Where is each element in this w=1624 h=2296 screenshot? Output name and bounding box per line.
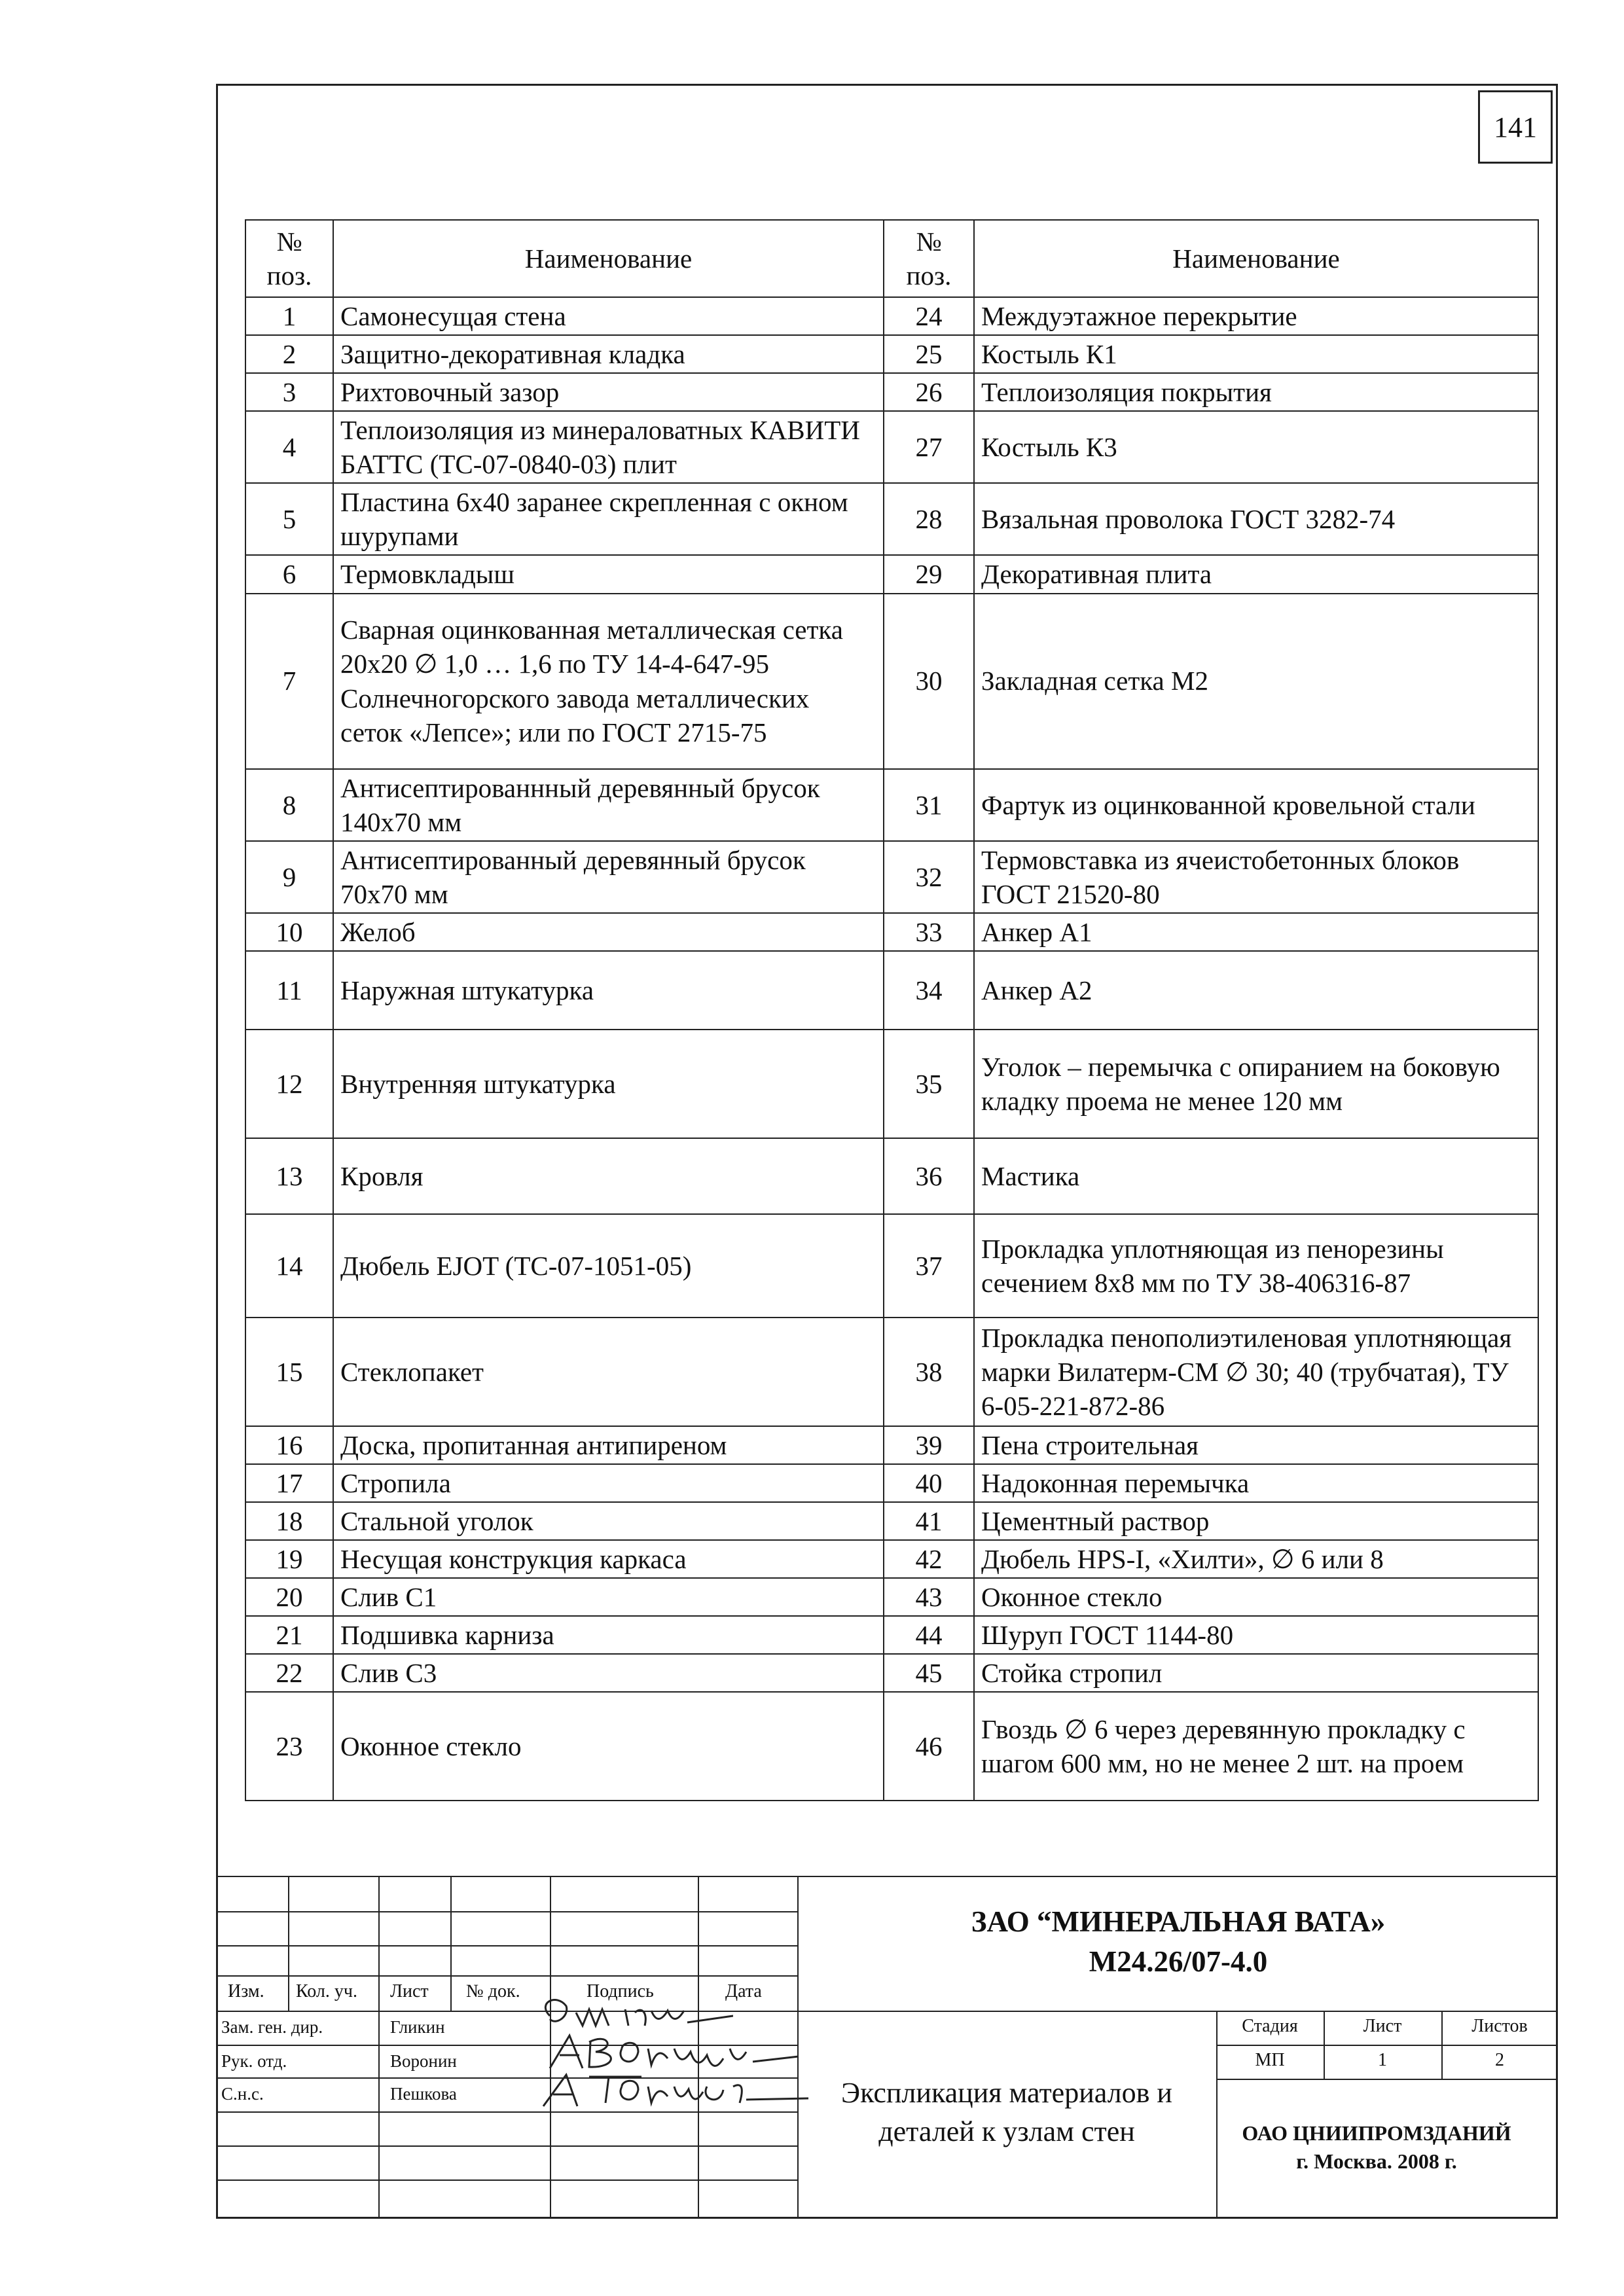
org2-name: ОАО ЦНИИПРОМЗДАНИЙ [1242,2121,1511,2145]
row-pos-right: 31 [884,769,974,841]
row-name-left: Внутренняя штукатурка [333,1030,884,1138]
row-name-left: Наружная штукатурка [333,951,884,1030]
row-pos-left: 6 [245,555,333,593]
row-pos-right: 35 [884,1030,974,1138]
col-kol: Кол. уч. [296,1981,357,2001]
table-row [245,1464,1538,1502]
row-name-left: Теплоизоляция из минераловатных КАВИТИ БАТТС (ТС-07-0840-03) плит [333,411,884,483]
row-name-left: Слив С3 [333,1654,884,1692]
row-name-right: Мастика [974,1138,1538,1214]
city-year: г. Москва. 2008 г. [1296,2149,1457,2174]
table-row [245,951,1538,1030]
row-pos-right: 46 [884,1692,974,1801]
row-pos-left: 14 [245,1214,333,1318]
row-pos-right: 25 [884,335,974,373]
table-row [245,335,1538,373]
col-doc: № док. [466,1981,520,2001]
row-name-right: Вязальная проволока ГОСТ 3282-74 [974,483,1538,555]
row-name-left: Кровля [333,1138,884,1214]
table-row [245,913,1538,951]
row-name-right: Оконное стекло [974,1578,1538,1616]
row-name-left: Сварная оцинкованная металлическая сетка 20х20 ∅ 1,0 … 1,6 по ТУ 14-4-647-95 Солнечногорского завода металлических сеток «Лепсе»; или по ГОСТ 2715-75 [333,594,884,769]
row-name-right: Теплоизоляция покрытия [974,373,1538,411]
row-name-left: Защитно-декоративная кладка [333,335,884,373]
row-name-left: Стальной уголок [333,1502,884,1540]
row-name-left: Термовкладыш [333,555,884,593]
row-pos-left: 10 [245,913,333,951]
row-name-right: Уголок – перемычка с опиранием на боковую кладку проема не менее 120 мм [974,1030,1538,1138]
row-pos-left: 13 [245,1138,333,1214]
col-list: Лист [390,1981,429,2001]
person-2: Воронин [390,2051,457,2071]
row-pos-left: 15 [245,1318,333,1426]
row-name-left: Подшивка карниза [333,1616,884,1654]
row-pos-right: 39 [884,1426,974,1464]
row-name-left: Пластина 6х40 заранее скрепленная с окном шурупами [333,483,884,555]
row-name-left: Стропила [333,1464,884,1502]
row-pos-right: 37 [884,1214,974,1318]
header-pos-2: № поз. [884,220,974,297]
row-pos-left: 4 [245,411,333,483]
table-row [245,555,1538,593]
table-row [245,1502,1538,1540]
row-name-left: Доска, пропитанная антипиреном [333,1426,884,1464]
row-pos-left: 19 [245,1540,333,1578]
row-pos-right: 34 [884,951,974,1030]
table-row [245,1318,1538,1426]
col-podpis: Подпись [586,1981,654,2001]
row-pos-left: 1 [245,297,333,335]
person-3: Пешкова [390,2084,457,2104]
row-pos-left: 2 [245,335,333,373]
row-name-right: Костыль К3 [974,411,1538,483]
row-pos-left: 20 [245,1578,333,1616]
row-name-right: Костыль К1 [974,335,1538,373]
row-name-right: Дюбель HPS-I, «Хилти», ∅ 6 или 8 [974,1540,1538,1578]
row-name-right: Фартук из оцинкованной кровельной стали [974,769,1538,841]
table-header-row [245,220,1538,297]
row-pos-right: 38 [884,1318,974,1426]
row-pos-left: 18 [245,1502,333,1540]
row-pos-right: 32 [884,841,974,913]
row-name-right: Стойка стропил [974,1654,1538,1692]
role-1: Зам. ген. дир. [221,2017,323,2037]
table-row [245,1214,1538,1318]
row-name-right: Надоконная перемычка [974,1464,1538,1502]
row-pos-left: 9 [245,841,333,913]
table-row [245,1578,1538,1616]
role-3: С.н.с. [221,2084,264,2104]
table-row [245,1540,1538,1578]
table-row [245,373,1538,411]
row-pos-left: 8 [245,769,333,841]
row-name-left: Слив С1 [333,1578,884,1616]
table-row [245,1654,1538,1692]
row-name-left: Рихтовочный зазор [333,373,884,411]
row-name-left: Антисептированнный деревянный брусок 140х70 мм [333,769,884,841]
row-pos-right: 43 [884,1578,974,1616]
table-row [245,769,1538,841]
row-pos-left: 12 [245,1030,333,1138]
row-pos-right: 44 [884,1616,974,1654]
row-pos-right: 40 [884,1464,974,1502]
table-row [245,1030,1538,1138]
row-pos-right: 29 [884,555,974,593]
table-row [245,411,1538,483]
row-name-right: Цементный раствор [974,1502,1538,1540]
org-block [851,1902,1506,1982]
row-name-left: Дюбель EJOT (ТС-07-1051-05) [333,1214,884,1318]
row-pos-right: 26 [884,373,974,411]
row-pos-right: 42 [884,1540,974,1578]
table-row [245,841,1538,913]
doc-code: М24.26/07-4.0 [1089,1945,1268,1978]
row-pos-left: 7 [245,594,333,769]
table-row [245,1616,1538,1654]
signature-peshkova [537,2067,812,2113]
row-name-left: Несущая конструкция каркаса [333,1540,884,1578]
header-pos: № поз. [245,220,333,297]
header-name: Наименование [333,220,884,297]
table-row [245,1138,1538,1214]
col-izm: Изм. [228,1981,264,2001]
row-name-right: Междуэтажное перекрытие [974,297,1538,335]
role-2: Рук. отд. [221,2051,287,2071]
materials-table [245,219,1539,1801]
row-pos-left: 21 [245,1616,333,1654]
row-name-right: Гвоздь ∅ 6 через деревянную прокладку с шагом 600 мм, но не менее 2 шт. на проем [974,1692,1538,1801]
stage-label: Стадия [1242,2016,1298,2036]
sheet-value: 1 [1378,2050,1387,2070]
page-number: 141 [1478,90,1553,164]
table-row [245,594,1538,769]
table-row [245,483,1538,555]
row-name-left: Оконное стекло [333,1692,884,1801]
sheet-label: Лист [1363,2016,1402,2036]
row-pos-right: 36 [884,1138,974,1214]
row-pos-left: 3 [245,373,333,411]
row-pos-left: 17 [245,1464,333,1502]
row-name-right: Термовставка из ячеистобетонных блоков ГОСТ 21520-80 [974,841,1538,913]
row-pos-right: 28 [884,483,974,555]
row-name-left: Самонесущая стена [333,297,884,335]
row-name-left: Стеклопакет [333,1318,884,1426]
header-name-2: Наименование [974,220,1538,297]
table-row [245,1426,1538,1464]
col-data: Дата [725,1981,762,2001]
row-name-right: Закладная сетка М2 [974,594,1538,769]
row-pos-right: 27 [884,411,974,483]
row-pos-right: 33 [884,913,974,951]
row-name-left: Желоб [333,913,884,951]
row-pos-left: 5 [245,483,333,555]
org2-block [1197,2119,1557,2176]
row-pos-left: 23 [245,1692,333,1801]
row-name-right: Анкер А1 [974,913,1538,951]
row-name-right: Прокладка уплотняющая из пенорезины сечением 8х8 мм по ТУ 38-406316-87 [974,1214,1538,1318]
sheets-label: Листов [1471,2016,1528,2036]
row-pos-left: 22 [245,1654,333,1692]
org-name: ЗАО “МИНЕРАЛЬНАЯ ВАТА» [971,1905,1386,1938]
sheets-value: 2 [1495,2050,1504,2070]
row-pos-left: 16 [245,1426,333,1464]
row-name-left: Антисептированный деревянный брусок 70х70 мм [333,841,884,913]
table-row [245,297,1538,335]
row-pos-right: 30 [884,594,974,769]
row-pos-right: 41 [884,1502,974,1540]
row-name-right: Декоративная плита [974,555,1538,593]
row-name-right: Пена строительная [974,1426,1538,1464]
row-pos-right: 45 [884,1654,974,1692]
row-name-right: Анкер А2 [974,951,1538,1030]
row-name-right: Шуруп ГОСТ 1144-80 [974,1616,1538,1654]
person-1: Гликин [390,2017,445,2037]
row-name-right: Прокладка пенополиэтиленовая уплотняющая марки Вилатерм-СМ ∅ 30; 40 (трубчатая), ТУ 6-05-221-872-86 [974,1318,1538,1426]
stage-value: МП [1255,2050,1285,2070]
document-title: Экспликация материалов и деталей к узлам стен [841,2077,1172,2148]
table-row [245,1692,1538,1801]
row-pos-left: 11 [245,951,333,1030]
row-pos-right: 24 [884,297,974,335]
